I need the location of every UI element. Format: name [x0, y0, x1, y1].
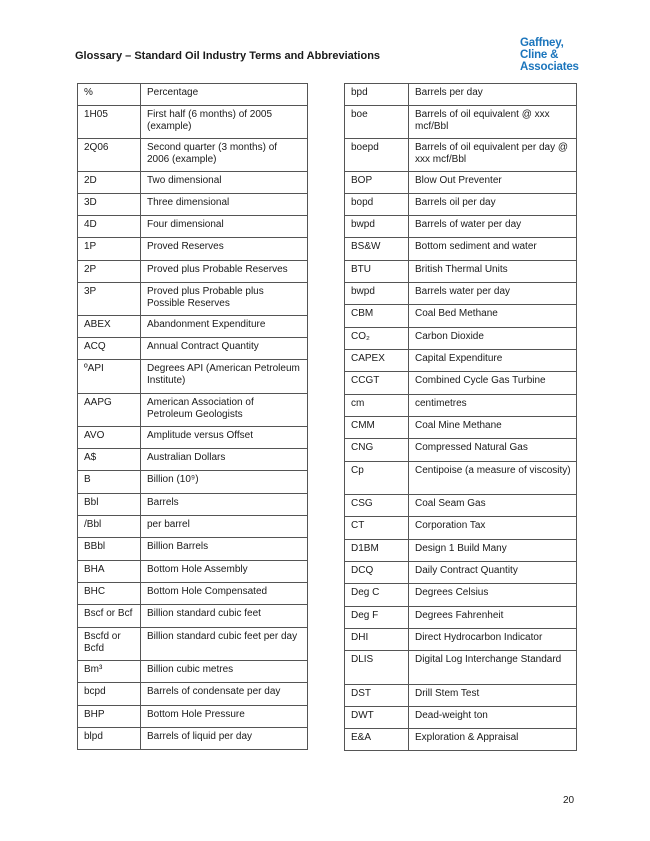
table-row — [345, 328, 577, 350]
definition-cell: Degrees Fahrenheit — [409, 607, 577, 629]
abbreviation-cell: bwpd — [345, 283, 409, 305]
abbreviation-cell: CAPEX — [345, 350, 409, 372]
abbreviation-cell: Bscf or Bcf — [78, 605, 141, 628]
abbreviation-cell: DHI — [345, 629, 409, 651]
table-row — [78, 605, 308, 628]
page-title: Glossary – Standard Oil Industry Terms and Abbreviations — [75, 50, 381, 62]
abbreviation-cell: BHC — [78, 583, 141, 605]
table-row — [345, 607, 577, 629]
definition-cell: Centipoise (a measure of viscosity) — [409, 462, 577, 495]
abbreviation-cell: 2Q06 — [78, 139, 141, 172]
table-row — [345, 439, 577, 462]
abbreviation-cell: Bm³ — [78, 661, 141, 683]
table-row — [78, 316, 308, 338]
abbreviation-cell: boe — [345, 106, 409, 139]
abbreviation-cell: DLIS — [345, 651, 409, 685]
abbreviation-cell: blpd — [78, 728, 141, 750]
abbreviation-cell: CNG — [345, 439, 409, 462]
abbreviation-cell: 4D — [78, 216, 141, 238]
abbreviation-cell: CMM — [345, 417, 409, 439]
table-row — [78, 261, 308, 283]
table-row — [78, 583, 308, 605]
definition-cell: Coal Mine Methane — [409, 417, 577, 439]
definition-cell: Capital Expenditure — [409, 350, 577, 372]
definition-cell: Barrels water per day — [409, 283, 577, 305]
abbreviation-cell: Cp — [345, 462, 409, 495]
definition-cell: First half (6 months) of 2005 (example) — [141, 106, 308, 139]
abbreviation-cell: boepd — [345, 139, 409, 172]
table-row — [78, 561, 308, 583]
logo-line-3: Associates — [520, 61, 579, 73]
abbreviation-cell: cm — [345, 395, 409, 417]
table-row — [345, 417, 577, 439]
definition-cell: Degrees Celsius — [409, 584, 577, 607]
abbreviation-cell: bcpd — [78, 683, 141, 706]
definition-cell: Four dimensional — [141, 216, 308, 238]
definition-cell: Australian Dollars — [141, 449, 308, 471]
definition-cell: Billion standard cubic feet — [141, 605, 308, 628]
table-row — [78, 427, 308, 449]
abbreviation-cell: bpd — [345, 84, 409, 106]
abbreviation-cell: DST — [345, 685, 409, 707]
definition-cell: centimetres — [409, 395, 577, 417]
abbreviation-cell: DWT — [345, 707, 409, 729]
definition-cell: Two dimensional — [141, 172, 308, 194]
abbreviation-cell: 3D — [78, 194, 141, 216]
table-row — [78, 283, 308, 316]
table-row — [345, 517, 577, 540]
abbreviation-cell: BTU — [345, 261, 409, 283]
table-row — [78, 106, 308, 139]
table-row — [345, 584, 577, 607]
table-row — [345, 395, 577, 417]
table-row — [78, 661, 308, 683]
definition-cell: Exploration & Appraisal — [409, 729, 577, 751]
definition-cell: Carbon Dioxide — [409, 328, 577, 350]
table-row — [345, 216, 577, 238]
abbreviation-cell: ABEX — [78, 316, 141, 338]
definition-cell: Compressed Natural Gas — [409, 439, 577, 462]
abbreviation-cell: Deg F — [345, 607, 409, 629]
table-row — [78, 84, 308, 106]
abbreviation-cell: CO₂ — [345, 328, 409, 350]
definition-cell: Dead-weight ton — [409, 707, 577, 729]
definition-cell: Barrels of water per day — [409, 216, 577, 238]
abbreviation-cell: BHA — [78, 561, 141, 583]
table-row — [78, 449, 308, 471]
table-row — [345, 562, 577, 584]
table-row — [78, 471, 308, 494]
definition-cell: Bottom Hole Compensated — [141, 583, 308, 605]
abbreviation-cell: Deg C — [345, 584, 409, 607]
glossary-table-left — [77, 83, 308, 750]
logo-line-1: Gaffney, — [520, 37, 564, 49]
abbreviation-cell: 2P — [78, 261, 141, 283]
company-logo — [520, 37, 579, 73]
definition-cell: Proved Reserves — [141, 238, 308, 261]
abbreviation-cell: ACQ — [78, 338, 141, 360]
definition-cell: Barrels per day — [409, 84, 577, 106]
table-row — [345, 261, 577, 283]
abbreviation-cell: Bbl — [78, 494, 141, 516]
abbreviation-cell: AAPG — [78, 394, 141, 427]
definition-cell: Barrels of oil equivalent @ xxx mcf/Bbl — [409, 106, 577, 139]
abbreviation-cell: BHP — [78, 706, 141, 728]
definition-cell: Blow Out Preventer — [409, 172, 577, 194]
definition-cell: Bottom Hole Assembly — [141, 561, 308, 583]
definition-cell: Digital Log Interchange Standard — [409, 651, 577, 685]
definition-cell: Percentage — [141, 84, 308, 106]
definition-cell: Proved plus Probable Reserves — [141, 261, 308, 283]
definition-cell: Direct Hydrocarbon Indicator — [409, 629, 577, 651]
definition-cell: Coal Seam Gas — [409, 495, 577, 517]
table-row — [345, 729, 577, 751]
abbreviation-cell: A$ — [78, 449, 141, 471]
abbreviation-cell: CBM — [345, 305, 409, 328]
table-row — [78, 628, 308, 661]
abbreviation-cell: DCQ — [345, 562, 409, 584]
definition-cell: Amplitude versus Offset — [141, 427, 308, 449]
definition-cell: Proved plus Probable plus Possible Reserves — [141, 283, 308, 316]
table-row — [78, 216, 308, 238]
definition-cell: Barrels — [141, 494, 308, 516]
definition-cell: Coal Bed Methane — [409, 305, 577, 328]
abbreviation-cell: 1H05 — [78, 106, 141, 139]
definition-cell: Combined Cycle Gas Turbine — [409, 372, 577, 395]
table-row — [345, 106, 577, 139]
abbreviation-cell: AVO — [78, 427, 141, 449]
table-row — [345, 350, 577, 372]
definition-cell: Bottom sediment and water — [409, 238, 577, 261]
abbreviation-cell: 2D — [78, 172, 141, 194]
table-row — [78, 194, 308, 216]
definition-cell: Design 1 Build Many — [409, 540, 577, 562]
definition-cell: Barrels of oil equivalent per day @ xxx mcf/Bbl — [409, 139, 577, 172]
table-row — [78, 360, 308, 394]
table-row — [78, 238, 308, 261]
logo-line-2: Cline & — [520, 49, 559, 61]
table-row — [78, 516, 308, 538]
table-row — [345, 495, 577, 517]
abbreviation-cell: 3P — [78, 283, 141, 316]
definition-cell: Three dimensional — [141, 194, 308, 216]
table-row — [345, 685, 577, 707]
table-row — [345, 84, 577, 106]
abbreviation-cell: B — [78, 471, 141, 494]
abbreviation-cell: % — [78, 84, 141, 106]
definition-cell: Billion standard cubic feet per day — [141, 628, 308, 661]
abbreviation-cell: BBbl — [78, 538, 141, 561]
definition-cell: Billion Barrels — [141, 538, 308, 561]
table-row — [345, 172, 577, 194]
abbreviation-cell: CCGT — [345, 372, 409, 395]
definition-cell: Corporation Tax — [409, 517, 577, 540]
definition-cell: Barrels of condensate per day — [141, 683, 308, 706]
table-row — [78, 706, 308, 728]
definition-cell: per barrel — [141, 516, 308, 538]
definition-cell: Abandonment Expenditure — [141, 316, 308, 338]
definition-cell: American Association of Petroleum Geologists — [141, 394, 308, 427]
table-row — [78, 728, 308, 750]
definition-cell: Drill Stem Test — [409, 685, 577, 707]
abbreviation-cell: ºAPI — [78, 360, 141, 394]
page-number: 20 — [563, 795, 575, 806]
glossary-table-right — [344, 83, 577, 751]
abbreviation-cell: Bscfd or Bcfd — [78, 628, 141, 661]
table-row — [345, 462, 577, 495]
abbreviation-cell: 1P — [78, 238, 141, 261]
table-row — [345, 238, 577, 261]
abbreviation-cell: E&A — [345, 729, 409, 751]
table-row — [345, 372, 577, 395]
table-row — [78, 538, 308, 561]
definition-cell: Second quarter (3 months) of 2006 (example) — [141, 139, 308, 172]
abbreviation-cell: CT — [345, 517, 409, 540]
table-row — [345, 651, 577, 685]
table-row — [345, 283, 577, 305]
table-row — [78, 172, 308, 194]
table-row — [78, 394, 308, 427]
abbreviation-cell: bopd — [345, 194, 409, 216]
table-row — [78, 683, 308, 706]
abbreviation-cell: /Bbl — [78, 516, 141, 538]
definition-cell: Bottom Hole Pressure — [141, 706, 308, 728]
definition-cell: British Thermal Units — [409, 261, 577, 283]
table-row — [78, 494, 308, 516]
definition-cell: Barrels oil per day — [409, 194, 577, 216]
table-row — [78, 139, 308, 172]
table-row — [345, 707, 577, 729]
definition-cell: Annual Contract Quantity — [141, 338, 308, 360]
table-row — [345, 194, 577, 216]
table-row — [78, 338, 308, 360]
definition-cell: Degrees API (American Petroleum Institute) — [141, 360, 308, 394]
abbreviation-cell: CSG — [345, 495, 409, 517]
abbreviation-cell: bwpd — [345, 216, 409, 238]
abbreviation-cell: BS&W — [345, 238, 409, 261]
abbreviation-cell: D1BM — [345, 540, 409, 562]
table-row — [345, 629, 577, 651]
table-row — [345, 139, 577, 172]
definition-cell: Billion (10⁹) — [141, 471, 308, 494]
abbreviation-cell: BOP — [345, 172, 409, 194]
definition-cell: Billion cubic metres — [141, 661, 308, 683]
table-row — [345, 305, 577, 328]
table-row — [345, 540, 577, 562]
definition-cell: Barrels of liquid per day — [141, 728, 308, 750]
definition-cell: Daily Contract Quantity — [409, 562, 577, 584]
